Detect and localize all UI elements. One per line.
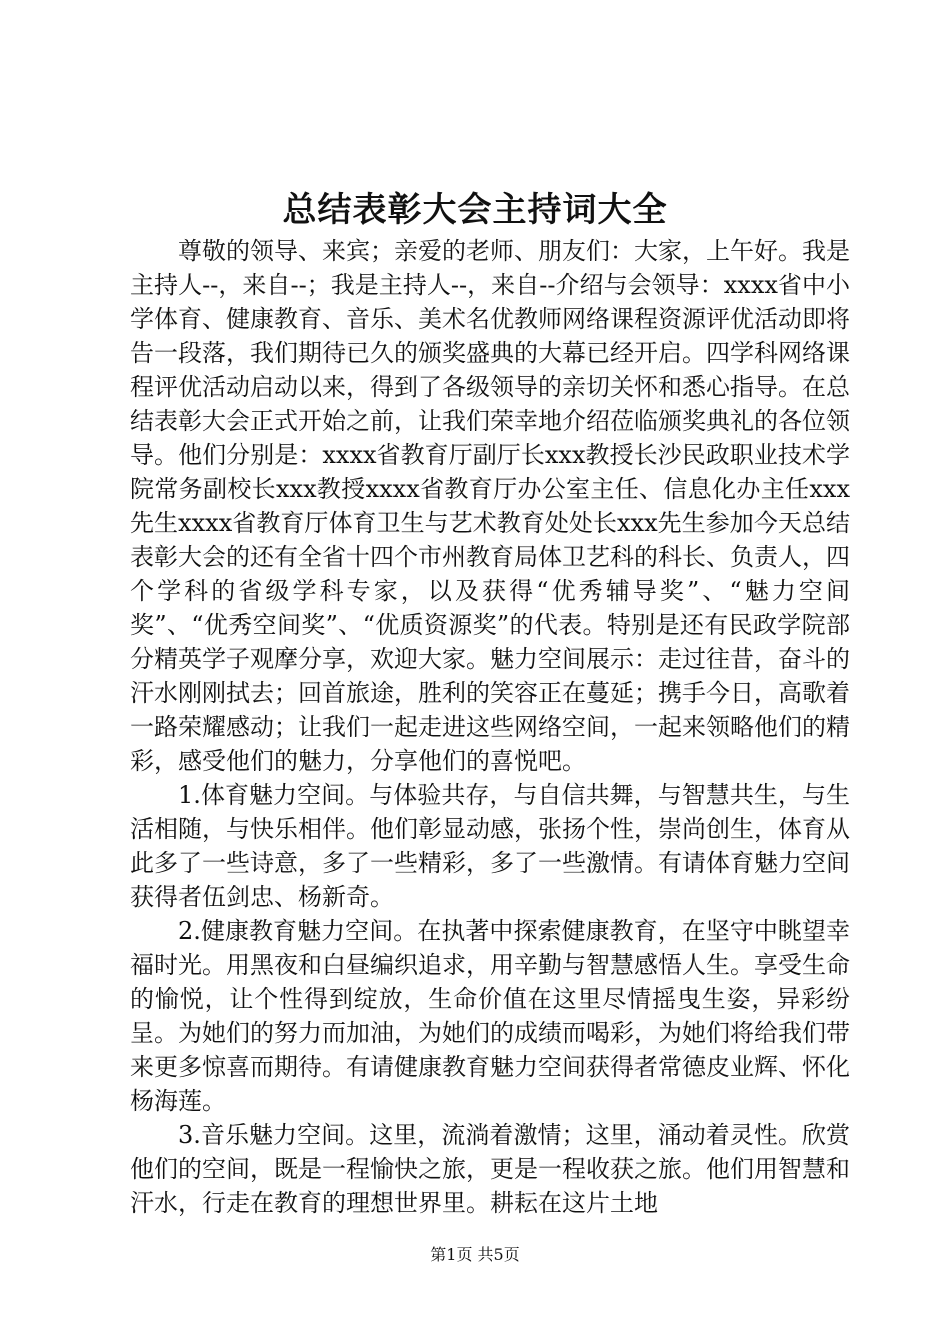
paragraph-sports: 1.体育魅力空间。与体验共存，与自信共舞，与智慧共生，与生活相随，与快乐相伴。他们彰显动感，张扬个性，崇尚创生，体育从此多了一些诗意，多了一些精彩，多了一些激情。有请体育魅力空间获得者伍剑忠、杨新奇。 [130,781,850,911]
document-title: 总结表彰大会主持词大全 [282,190,668,230]
paragraph-health: 2.健康教育魅力空间。在执著中探索健康教育，在坚守中眺望幸福时光。用黑夜和白昼编织追求，用辛勤与智慧感悟人生。享受生命的愉悦，让个性得到绽放，生命价值在这里尽情摇曳生姿，异彩纷呈。为她们的努力而加油，为她们的成绩而喝彩，为她们将给我们带来更多惊喜而期待。有请健康教育魅力空间获得者常德皮业辉、怀化杨海莲。 [130,917,850,1115]
paragraph-music: 3.音乐魅力空间。这里，流淌着激情；这里，涌动着灵性。欣赏他们的空间，既是一程愉快之旅，更是一程收获之旅。他们用智慧和汗水，行走在教育的理想世界里。耕耘在这片土地 [130,1121,850,1217]
paragraph-intro: 尊敬的领导、来宾；亲爱的老师、朋友们：大家，上午好。我是主持人--，来自--；我是主持人--，来自--介绍与会领导：xxxx省中小学体育、健康教育、音乐、美术名优教师网络课程资源评优活动即将告一段落，我们期待已久的颁奖盛典的大幕已经开启。四学科网络课程评优活动启动以来，得到了各级领导的亲切关怀和悉心指导。在总结表彰大会正式开始之前，让我们荣幸地介绍莅临颁奖典礼的各位领导。他们分别是：xxxx省教育厅副厅长xxx教授长沙民政职业技术学院常务副校长xxx教授xxxx省教育厅办公室主任、信息化办主任xxx先生xxxx省教育厅体育卫生与艺术教育处处长xxx先生参加今天总结表彰大会的还有全省十四个市州教育局体卫艺科的科长、负责人，四个学科的省级学科专家，以及获得“优秀辅导奖”、“魅力空间奖”、“优秀空间奖”、“优质资源奖”的代表。特别是还有民政学院部分精英学子观摩分享，欢迎大家。魅力空间展示：走过往昔，奋斗的汗水刚刚拭去；回首旅途，胜利的笑容正在蔓延；携手今日，高歌着一路荣耀感动；让我们一起走进这些网络空间，一起来领略他们的精彩，感受他们的魅力，分享他们的喜悦吧。 [130,237,850,775]
document-body [130,234,850,1220]
page-footer: 第1页 共5页 [430,1245,520,1264]
